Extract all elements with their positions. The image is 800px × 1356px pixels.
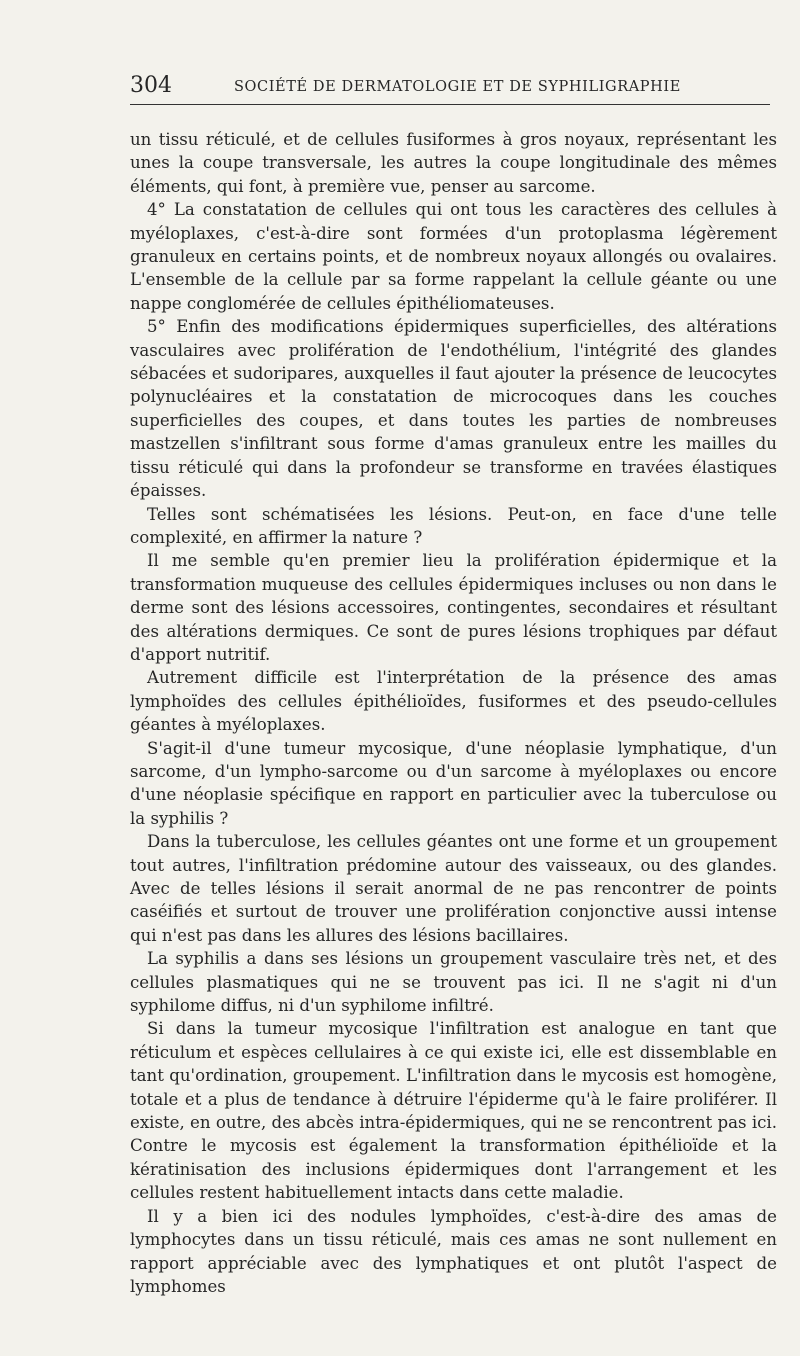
paragraph-lymphoid-nodules: Il y a bien ici des nodules lymphoïdes, c'est-à-dire des amas de lymphocytes dans un tissu réticulé, mais ces amas ne sont nullement en rapport appréciable avec des lymphatiques et ont plutôt l'aspect de lymphomes (130, 1206, 777, 1296)
paragraph-interpretation: Autrement difficile est l'interprétation de la présence des amas lymphoïdes des cellules épithélioïdes, fusiformes et des pseudo-cellules géantes à myéloplaxes. (130, 668, 777, 735)
paragraph-mycosis: Si dans la tumeur mycosique l'infiltration est analogue en tant que réticulum et espèces cellulaires à ce qui existe ici, elle est dissemblable en tant qu'ordination, groupement. L'infiltration dans le mycosis est homogène, totale et a plus de tendance à détruire l'épiderme qu'à le faire proliférer. Il existe, en outre, des abcès intra-épidermiques, qui ne se rencontrent pas ici. Contre le mycosis est également la transformation épithélioïde et la kératinisation des inclusions épidermiques dont l'arrangement et les cellules restent habituellement intacts dans cette maladie. (130, 1019, 777, 1203)
paragraph-tumor-question: S'agit-il d'une tumeur mycosique, d'une néoplasie lymphatique, d'un sarcome, d'un lympho-sarcome ou d'un sarcome à myéloplaxes ou encore d'une néoplasie spécifique en rapport en particulier avec la tuberculose ou la syphilis ? (130, 738, 777, 828)
page-header (130, 72, 770, 105)
body-text (130, 128, 777, 1298)
paragraph-epidermal-proliferation: Il me semble qu'en premier lieu la prolifération épidermique et la transformation muqueuse des cellules épidermiques incluses ou non dans le derme sont des lésions accessoires, contingentes, secondaires et résultant des altérations dermiques. Ce sont de pures lésions trophiques par défaut d'apport nutritif. (130, 551, 777, 664)
paragraph-point-5: 5° Enfin des modifications épidermiques superficielles, des altérations vasculaires avec prolifération de l'endothélium, l'intégrité des glandes sébacées et sudoripares, auxquelles il faut ajouter la présence de leucocytes polynucléaires et la constatation de microcoques dans les couches superficielles des coupes, et dans toutes les parties de nombreuses mastzellen s'infiltrant sous forme d'amas granuleux entre les mailles du tissu réticulé qui dans la profondeur se transforme en travées élastiques épaisses. (130, 317, 777, 501)
running-title: SOCIÉTÉ DE DERMATOLOGIE ET DE SYPHILIGRAPHIE (234, 79, 681, 95)
paragraph-lesions-question: Telles sont schématisées les lésions. Peut-on, en face d'une telle complexité, en affirmer la nature ? (130, 504, 777, 547)
paragraph-point-4: 4° La constatation de cellules qui ont tous les caractères des cellules à myéloplaxes, c'est-à-dire sont formées d'un protoplasma légèrement granuleux en certains points, et de nombreux noyaux allongés ou ovalaires. L'ensemble de la cellule par sa forme rappelant la cellule géante ou une nappe conglomérée de cellules épithéliomateuses. (130, 200, 777, 313)
paragraph-syphilis: La syphilis a dans ses lésions un groupement vasculaire très net, et des cellules plasmatiques qui ne se trouvent pas ici. Il ne s'agit ni d'un syphilome diffus, ni d'un syphilome infiltré. (130, 949, 777, 1016)
paragraph-continued: un tissu réticulé, et de cellules fusiformes à gros noyaux, représentant les unes la coupe transversale, les autres la coupe longitudinale des mêmes éléments, qui font, à première vue, penser au sarcome. (130, 130, 777, 196)
paragraph-tuberculosis: Dans la tuberculose, les cellules géantes ont une forme et un groupement tout autres, l'infiltration prédomine autour des vaisseaux, ou des glandes. Avec de telles lésions il serait anormal de ne pas rencontrer de points caséifiés et surtout de trouver une prolifération conjonctive aussi intense qui n'est pas dans les allures des lésions bacillaires. (130, 832, 777, 945)
page-number: 304 (130, 73, 172, 98)
